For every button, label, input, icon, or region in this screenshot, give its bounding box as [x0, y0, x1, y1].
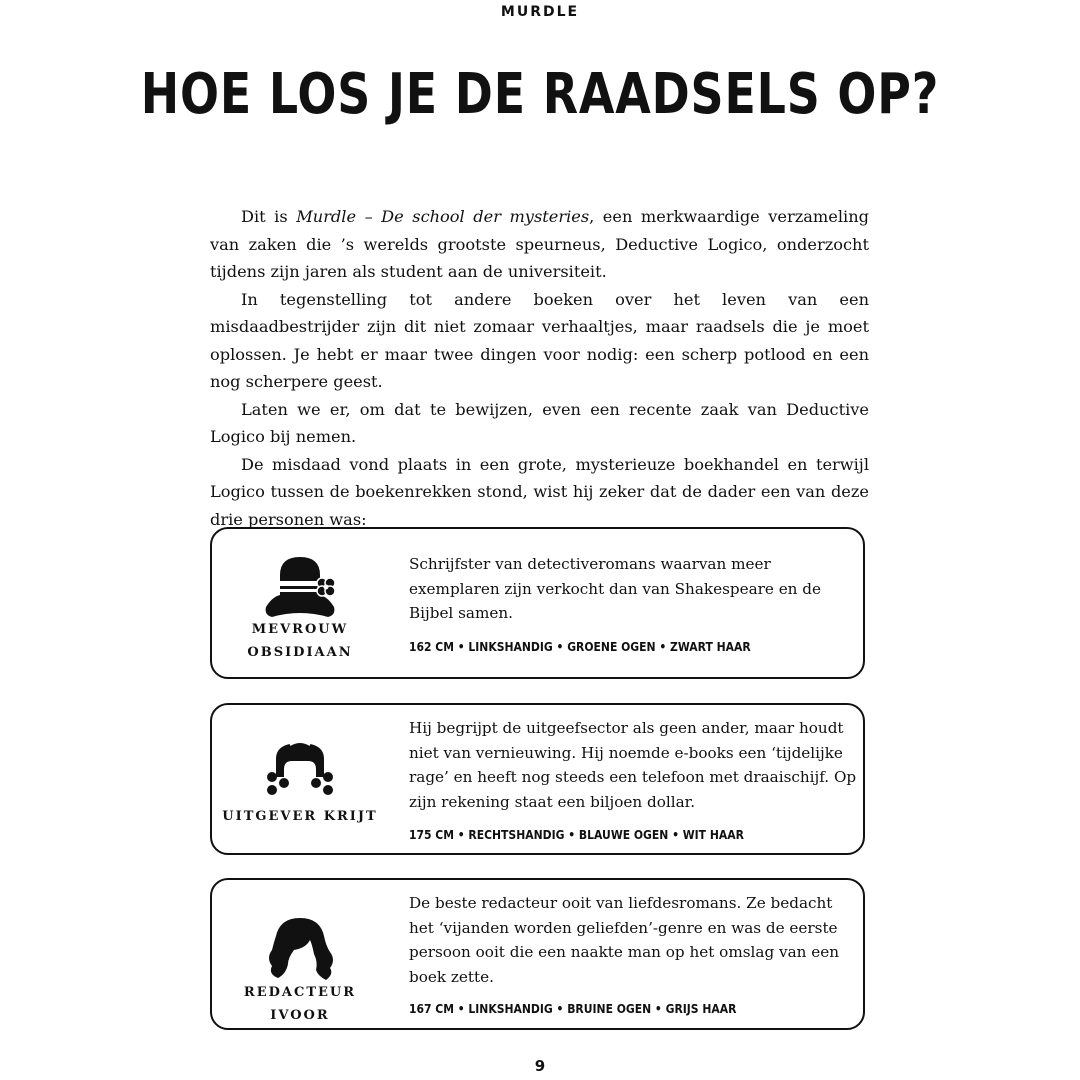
- paragraph-1-start: Dit is: [241, 207, 297, 226]
- suspect-description: Hij begrijpt de uitgeefsector als geen ander, maar houdt niet van vernieuwing. Hij noemde e-books een ‘tijdelijke rage’ en heeft nog steeds een telefoon met draaischijf. Op zijn rekening staat een biljoen dollar.: [409, 719, 857, 811]
- suspect-stats: 175 CM • RECHTSHANDIG • BLAUWE OGEN • WIT HAAR: [409, 828, 744, 842]
- book-title-italic: Murdle – De school der mysteries: [296, 207, 590, 226]
- paragraph-3: Laten we er, om dat te bewijzen, even een recente zaak van Deductive Logico bij nemen.: [210, 399, 869, 446]
- suspect-name-line-1: REDACTEUR IVOOR: [243, 985, 357, 1023]
- hat-icon: [260, 551, 340, 621]
- paragraph-1-end: , een merkwaardige verzameling van zaken die ’s werelds grootste speurneus, Deductive Logico, onderzocht tijdens zijn jaren als student aan de universiteit.: [210, 207, 869, 281]
- suspect-description: Schrijfster van detectiveromans waarvan meer exemplaren zijn verkocht dan van Shakespeare en de Bijbel samen.: [409, 555, 822, 622]
- suspect-description: De beste redacteur ooit van liefdesromans. Ze bedacht het ‘vijanden worden geliefden’-genre en was de eerste persoon ooit die een naakte man op het omslag van een boek zette.: [409, 894, 839, 986]
- suspect-name: [212, 805, 388, 828]
- paragraph-2: In tegenstelling tot andere boeken over het leven van een misdaadbestrijder zijn dit niet zomaar verhaaltjes, maar raadsels die je moet oplossen. Je hebt er maar twee dingen voor nodig: een scherp potlood en een nog scherpere geest.: [210, 289, 869, 391]
- paragraph-4: De misdaad vond plaats in een grote, mysterieuze boekhandel en terwijl Logico tussen de boekenrekken stond, wist hij zeker dat de dader een van deze drie personen was:: [210, 454, 869, 529]
- suspect-name: [212, 981, 388, 1027]
- suspect-name-line-1: MEVROUW: [251, 622, 349, 637]
- running-head: MURDLE: [500, 4, 580, 20]
- suspect-card-ivoor: [210, 878, 865, 1030]
- suspect-name-line-1: UITGEVER KRIJT: [222, 809, 378, 824]
- suspect-stats: 162 CM • LINKSHANDIG • GROENE OGEN • ZWART HAAR: [409, 640, 751, 654]
- suspect-name: [212, 618, 388, 664]
- page-title: HOE LOS JE DE RAADSELS OP?: [140, 62, 940, 127]
- suspect-card-obsidiaan: [210, 527, 865, 679]
- paragraph-1: [210, 203, 869, 286]
- powdered-wig-icon: [260, 739, 340, 809]
- page-number: 9: [534, 1057, 546, 1075]
- suspect-name-line-2: OBSIDIAAN: [247, 645, 353, 660]
- long-hair-icon: [260, 914, 340, 984]
- suspect-card-krijt: [210, 703, 865, 855]
- body-text: [210, 203, 869, 533]
- suspect-stats: 167 CM • LINKSHANDIG • BRUINE OGEN • GRIJS HAAR: [409, 1002, 737, 1016]
